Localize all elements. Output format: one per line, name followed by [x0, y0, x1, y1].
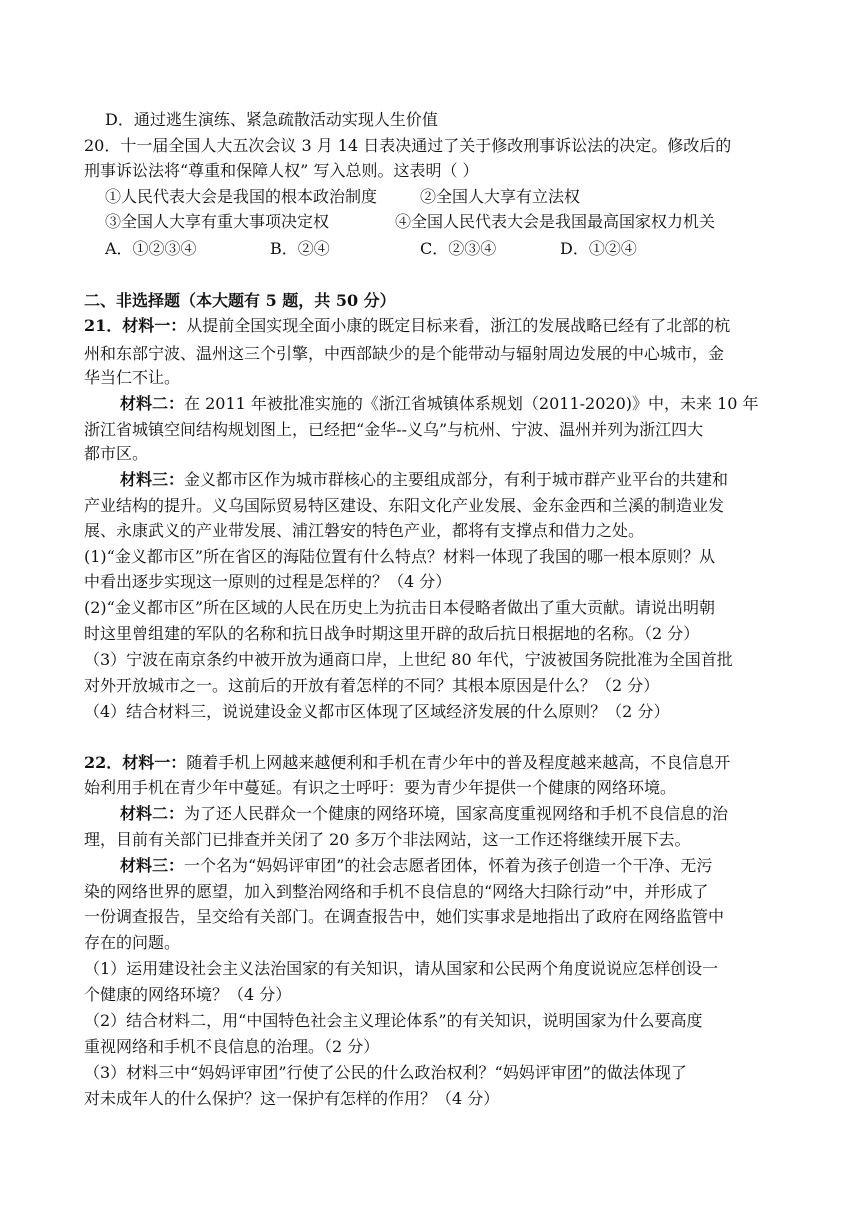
q22-m3-label: 材料三： [120, 856, 185, 875]
q21-m3-line3: 展、永康武义的产业带发展、浦江磐安的特色产业，都将有支撑点和借力之处。 [84, 521, 645, 540]
q22-m3-text: 一个名为“妈妈评审团”的社会志愿者团体，怀着为孩子创造一个干净、无污 [184, 856, 713, 875]
q22-m3-line4: 存在的问题。 [84, 933, 181, 952]
q22-sub1-line2: 个健康的网络环境？（4 分） [84, 985, 292, 1004]
q21-m2-text: 在 2011 年被批准实施的《浙江省城镇体系规划（2011-2020)》中，未来 10 年 [184, 394, 759, 413]
q20-option-b: B．②④ [270, 239, 330, 258]
q21-m1-text: 从提前全国实现全面小康的既定目标来看，浙江的发展战略已经有了北部的杭 [186, 316, 731, 335]
q20-item-4: ④全国人民代表大会是我国最高国家权力机关 [395, 212, 716, 231]
q22-m3-line2: 染的网络世界的愿望，加入到整治网络和手机不良信息的“网络大扫除行动”中，并形成了 [84, 882, 709, 901]
q22-m3-line3: 一份调查报告，呈交给有关部门。在调查报告中，她们实事求是地指出了政府在网络监管中 [84, 907, 725, 926]
q22-m3-line1 [120, 856, 776, 876]
q20-item-3: ③全国人大享有重大事项决定权 [105, 212, 330, 231]
q22-m2-line1 [120, 804, 776, 824]
q21-m3-line2: 产业结构的提升。义乌国际贸易特区建设、东阳文化产业发展、金东金西和兰溪的制造业发 [84, 496, 725, 515]
q22-m2-text: 为了还人民群众一个健康的网络环境，国家高度重视网络和手机不良信息的治 [184, 804, 729, 823]
q21-m3-line1 [120, 470, 776, 490]
q21-m2-line1 [120, 394, 776, 414]
q21-m3-text: 金义都市区作为城市群核心的主要组成部分，有利于城市群产业平台的共建和 [184, 470, 729, 489]
q20-option-d: D．①②④ [560, 239, 637, 258]
q22-m1-label: 22．材料一： [84, 753, 187, 772]
q21-m2-label: 材料二： [120, 394, 185, 413]
q20-options [105, 239, 776, 259]
q22-m1-text: 随着手机上网越来越便利和手机在青少年中的普及程度越来越高，不良信息开 [186, 753, 731, 772]
q20-option-c: C．②③④ [420, 239, 497, 258]
q22-sub1-line1: （1）运用建设社会主义法治国家的有关知识，请从国家和公民两个角度说说应怎样创设一 [84, 959, 719, 978]
q21-m3-label: 材料三： [120, 470, 185, 489]
q20-option-a: A．①②③④ [105, 239, 197, 258]
q22-sub2-line2: 重视网络和手机不良信息的治理。（2 分） [84, 1037, 380, 1056]
q21-sub2-line2: 时这里曾组建的军队的名称和抗日战争时期这里开辟的敌后抗日根据地的名称。（2 分） [84, 624, 700, 643]
q20-items-row2 [105, 212, 776, 232]
q21-m1-label: 21．材料一： [84, 316, 187, 335]
q22-m2-label: 材料二： [120, 804, 185, 823]
q22-sub2-line1: （2）结合材料二，用“中国特色社会主义理论体系”的有关知识，说明国家为什么要高度 [84, 1011, 703, 1030]
q21-m2-line3: 都市区。 [84, 444, 149, 463]
q21-m1-line2: 州和东部宁波、温州这三个引擎，中西部缺少的是个能带动与辐射周边发展的中心城市，金 [84, 344, 725, 363]
q20-stem-line1: 20．十一届全国人大五次会议 3 月 14 日表决通过了关于修改刑事诉讼法的决定。修改后的 [84, 136, 732, 155]
q21-sub1-line1: (1)“金义都市区”所在省区的海陆位置有什么特点？材料一体现了我国的哪一根本原则？从 [84, 547, 716, 566]
q20-items-row1 [105, 187, 776, 207]
q19-option-d: D．通过逃生演练、紧急疏散活动实现人生价值 [105, 110, 438, 129]
q22-m1-line1 [84, 753, 776, 773]
q21-sub3-line1: （3）宁波在南京条约中被开放为通商口岸，上世纪 80 年代，宁波被国务院批准为全国首批 [84, 650, 733, 669]
q22-sub3-line1: （3）材料三中“妈妈评审团”行使了公民的什么政治权利？“妈妈评审团”的做法体现了 [84, 1063, 687, 1082]
q22-m2-line2: 理，目前有关部门已排查并关闭了 20 多万个非法网站，这一工作还将继续开展下去。 [84, 830, 691, 849]
q21-sub4-line1: （4）结合材料三，说说建设金义都市区体现了区域经济发展的什么原则？（2 分） [84, 702, 670, 721]
q20-item-1: ①人民代表大会是我国的根本政治制度 [105, 187, 378, 206]
q21-sub2-line1: (2)“金义都市区”所在区域的人民在历史上为抗击日本侵略者做出了重大贡献。请说出明朝 [84, 598, 716, 617]
q21-sub1-line2: 中看出逐步实现这一原则的过程是怎样的？（4 分） [84, 572, 452, 591]
q21-m1-line1 [84, 316, 776, 336]
q22-m1-line2: 始利用手机在青少年中蔓延。有识之士呼吁：要为青少年提供一个健康的网络环境。 [84, 778, 677, 797]
q21-m1-line3: 华当仁不让。 [84, 368, 181, 387]
q20-item-2: ②全国人大享有立法权 [420, 187, 581, 206]
q21-m2-line2: 浙江省城镇空间结构规划图上，已经把“金华--义乌”与杭州、宁波、温州并列为浙江四大 [84, 420, 704, 439]
q22-sub3-line2: 对未成年人的什么保护？这一保护有怎样的作用？（4 分） [84, 1089, 500, 1108]
q20-stem-line2: 刑事诉讼法将“尊重和保障人权” 写入总则。这表明（ ） [84, 161, 479, 180]
section2-title: 二、非选择题（本大题有 5 题，共 50 分） [84, 291, 396, 310]
q21-sub3-line2: 对外开放城市之一。这前后的开放有着怎样的不同？其根本原因是什么？（2 分） [84, 676, 660, 695]
